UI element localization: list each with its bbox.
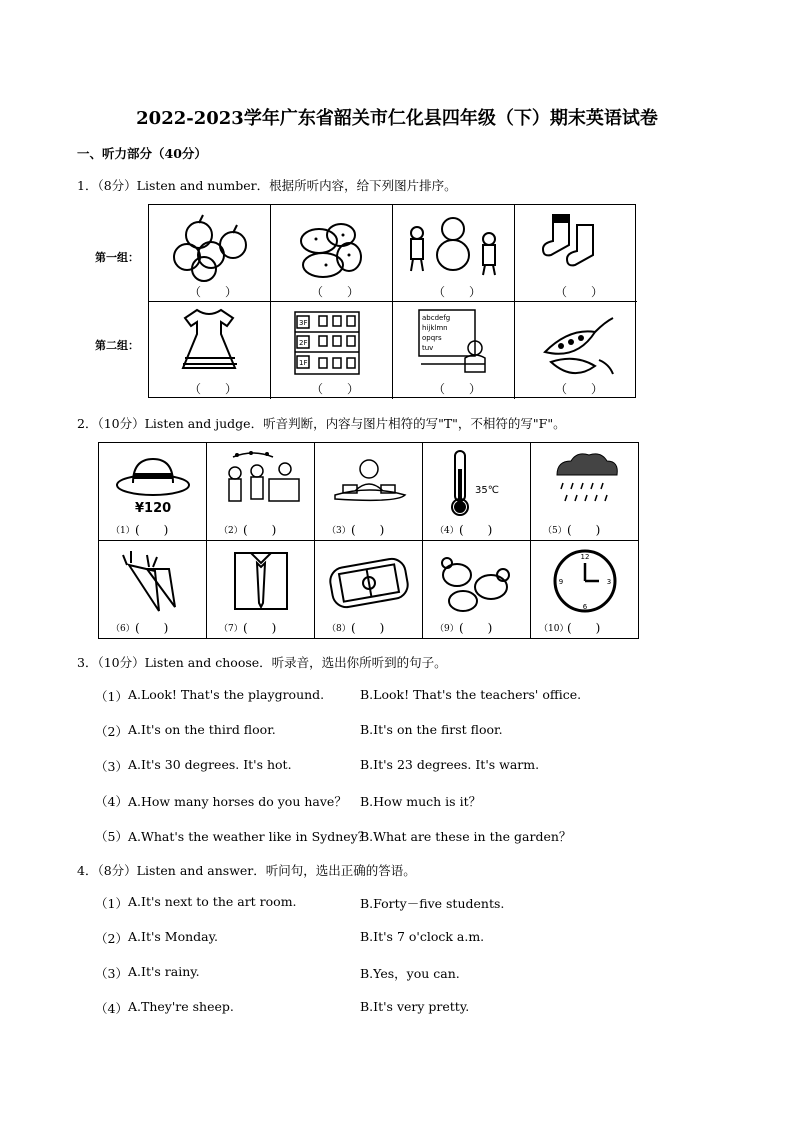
q2-cell-field [315, 541, 423, 639]
section-listening-heading: 一、听力部分（40分） [77, 146, 207, 161]
q1-answer-blank[interactable]: （ ） [555, 285, 604, 299]
q3-option-a[interactable]: A.What's the weather like in Sydney？ [128, 829, 371, 844]
svg-text:abcdefg: abcdefg [422, 314, 451, 322]
q3-item-number: （3） [95, 759, 128, 774]
q2-answer-blank[interactable]: ( ) [243, 523, 277, 537]
q4-option-b[interactable]: B.Yes，you can. [360, 966, 460, 981]
svg-text:6: 6 [582, 603, 588, 611]
svg-text:hijklmn: hijklmn [422, 324, 448, 332]
svg-text:opqrs: opqrs [422, 334, 442, 342]
q1-answer-blank[interactable]: （ ） [311, 285, 360, 299]
q2-cell-carrots [99, 541, 207, 639]
q2-answer-blank[interactable]: ( ) [135, 621, 169, 635]
q4-option-a[interactable]: A.It's next to the art room. [128, 894, 297, 909]
q3-option-b[interactable]: B.It's 23 degrees. It's warm. [360, 757, 540, 772]
q2-answer-blank[interactable]: ( ) [567, 621, 601, 635]
q4-item-number: （2） [95, 931, 128, 946]
question-4-prompt: 4．（8分）Listen and answer．听问句，选出正确的答语。 [77, 863, 416, 878]
q2-cell-thermometer [423, 443, 531, 541]
svg-text:tuv: tuv [422, 344, 434, 352]
q1-cell-dress [149, 302, 271, 399]
q1-cell-potatoes [271, 205, 393, 302]
q4-item-number: （1） [95, 896, 128, 911]
q3-option-b[interactable]: B.What are these in the garden？ [360, 829, 572, 844]
q1-answer-blank[interactable]: （ ） [189, 382, 238, 396]
q1-answer-blank[interactable]: （ ） [433, 285, 482, 299]
q2-cell-girl-reading [315, 443, 423, 541]
group-1-label: 第一组： [95, 251, 139, 264]
question-1-picture-grid [148, 204, 636, 398]
q4-option-a[interactable]: A.It's rainy. [128, 964, 200, 979]
q2-cell-hens [423, 541, 531, 639]
q3-item-number: （1） [95, 689, 128, 704]
q2-cell-hat [99, 443, 207, 541]
temperature-label: 35℃ [475, 485, 499, 496]
q2-item-number: （6） [111, 624, 135, 634]
q2-cell-clock [531, 541, 639, 639]
q2-item-number: （1） [111, 526, 135, 536]
q3-option-b[interactable]: B.It's on the first floor. [360, 722, 503, 737]
svg-text:3: 3 [606, 578, 612, 586]
svg-text:9: 9 [558, 578, 564, 586]
q1-cell-socks [515, 205, 637, 302]
q2-answer-blank[interactable]: ( ) [567, 523, 601, 537]
group-2-label: 第二组： [95, 339, 139, 352]
svg-text:12: 12 [580, 553, 590, 561]
q4-option-a[interactable]: A.They're sheep. [128, 999, 234, 1014]
svg-text:1F: 1F [299, 359, 308, 367]
q2-item-number: （3） [327, 526, 351, 536]
q4-option-a[interactable]: A.It's Monday. [128, 929, 218, 944]
question-2-picture-grid [98, 442, 639, 639]
q3-item-number: （4） [95, 794, 128, 809]
q1-cell-teacher [393, 302, 515, 399]
q2-answer-blank[interactable]: ( ) [351, 523, 385, 537]
q2-item-number: （8） [327, 624, 351, 634]
q1-cell-peas [515, 302, 637, 399]
q2-cell-shirt [207, 541, 315, 639]
q2-answer-blank[interactable]: ( ) [135, 523, 169, 537]
q2-answer-blank[interactable]: ( ) [459, 523, 493, 537]
q1-cell-tomatoes [149, 205, 271, 302]
q3-option-a[interactable]: A.It's 30 degrees. It's hot. [128, 757, 292, 772]
q1-cell-snowman [393, 205, 515, 302]
q3-item-number: （5） [95, 829, 128, 844]
q3-item-number: （2） [95, 724, 128, 739]
question-3-prompt: 3．（10分）Listen and choose．听录音，选出你所听到的句子。 [77, 655, 447, 670]
q3-option-a[interactable]: A.How many horses do you have？ [128, 794, 347, 809]
q2-answer-blank[interactable]: ( ) [351, 621, 385, 635]
svg-text:2F: 2F [299, 339, 308, 347]
q3-option-a[interactable]: A.It's on the third floor. [128, 722, 276, 737]
exam-title: 2022-2023学年广东省韶关市仁化县四年级（下）期末英语试卷 [136, 108, 658, 129]
q1-cell-school [271, 302, 393, 399]
q2-cell-music [207, 443, 315, 541]
q2-item-number: （7） [219, 624, 243, 634]
q4-option-b[interactable]: B.Forty－five students. [360, 896, 505, 911]
hat-price-tag: ¥120 [135, 501, 172, 516]
q1-answer-blank[interactable]: （ ） [311, 382, 360, 396]
q1-answer-blank[interactable]: （ ） [189, 285, 238, 299]
q2-cell-rain [531, 443, 639, 541]
q1-answer-blank[interactable]: （ ） [555, 382, 604, 396]
q2-answer-blank[interactable]: ( ) [459, 621, 493, 635]
q1-answer-blank[interactable]: （ ） [433, 382, 482, 396]
question-1-prompt: 1．（8分）Listen and number．根据所听内容，给下列图片排序。 [77, 178, 457, 193]
q2-item-number: （4） [435, 526, 459, 536]
q3-option-b[interactable]: B.How much is it？ [360, 794, 482, 809]
q3-option-b[interactable]: B.Look! That's the teachers' office. [360, 687, 582, 702]
svg-text:3F: 3F [299, 319, 308, 327]
q2-item-number: （10） [539, 624, 569, 634]
q2-item-number: （9） [435, 624, 459, 634]
q3-option-a[interactable]: A.Look! That's the playground. [128, 687, 325, 702]
question-2-prompt: 2．（10分）Listen and judge．听音判断，内容与图片相符的写"T"，不相符的写"F"。 [77, 416, 566, 431]
q4-option-b[interactable]: B.It's very pretty. [360, 999, 470, 1014]
q2-item-number: （5） [543, 526, 567, 536]
q2-item-number: （2） [219, 526, 243, 536]
q4-item-number: （3） [95, 966, 128, 981]
q4-option-b[interactable]: B.It's 7 o'clock a.m. [360, 929, 485, 944]
q4-item-number: （4） [95, 1001, 128, 1016]
q2-answer-blank[interactable]: ( ) [243, 621, 277, 635]
